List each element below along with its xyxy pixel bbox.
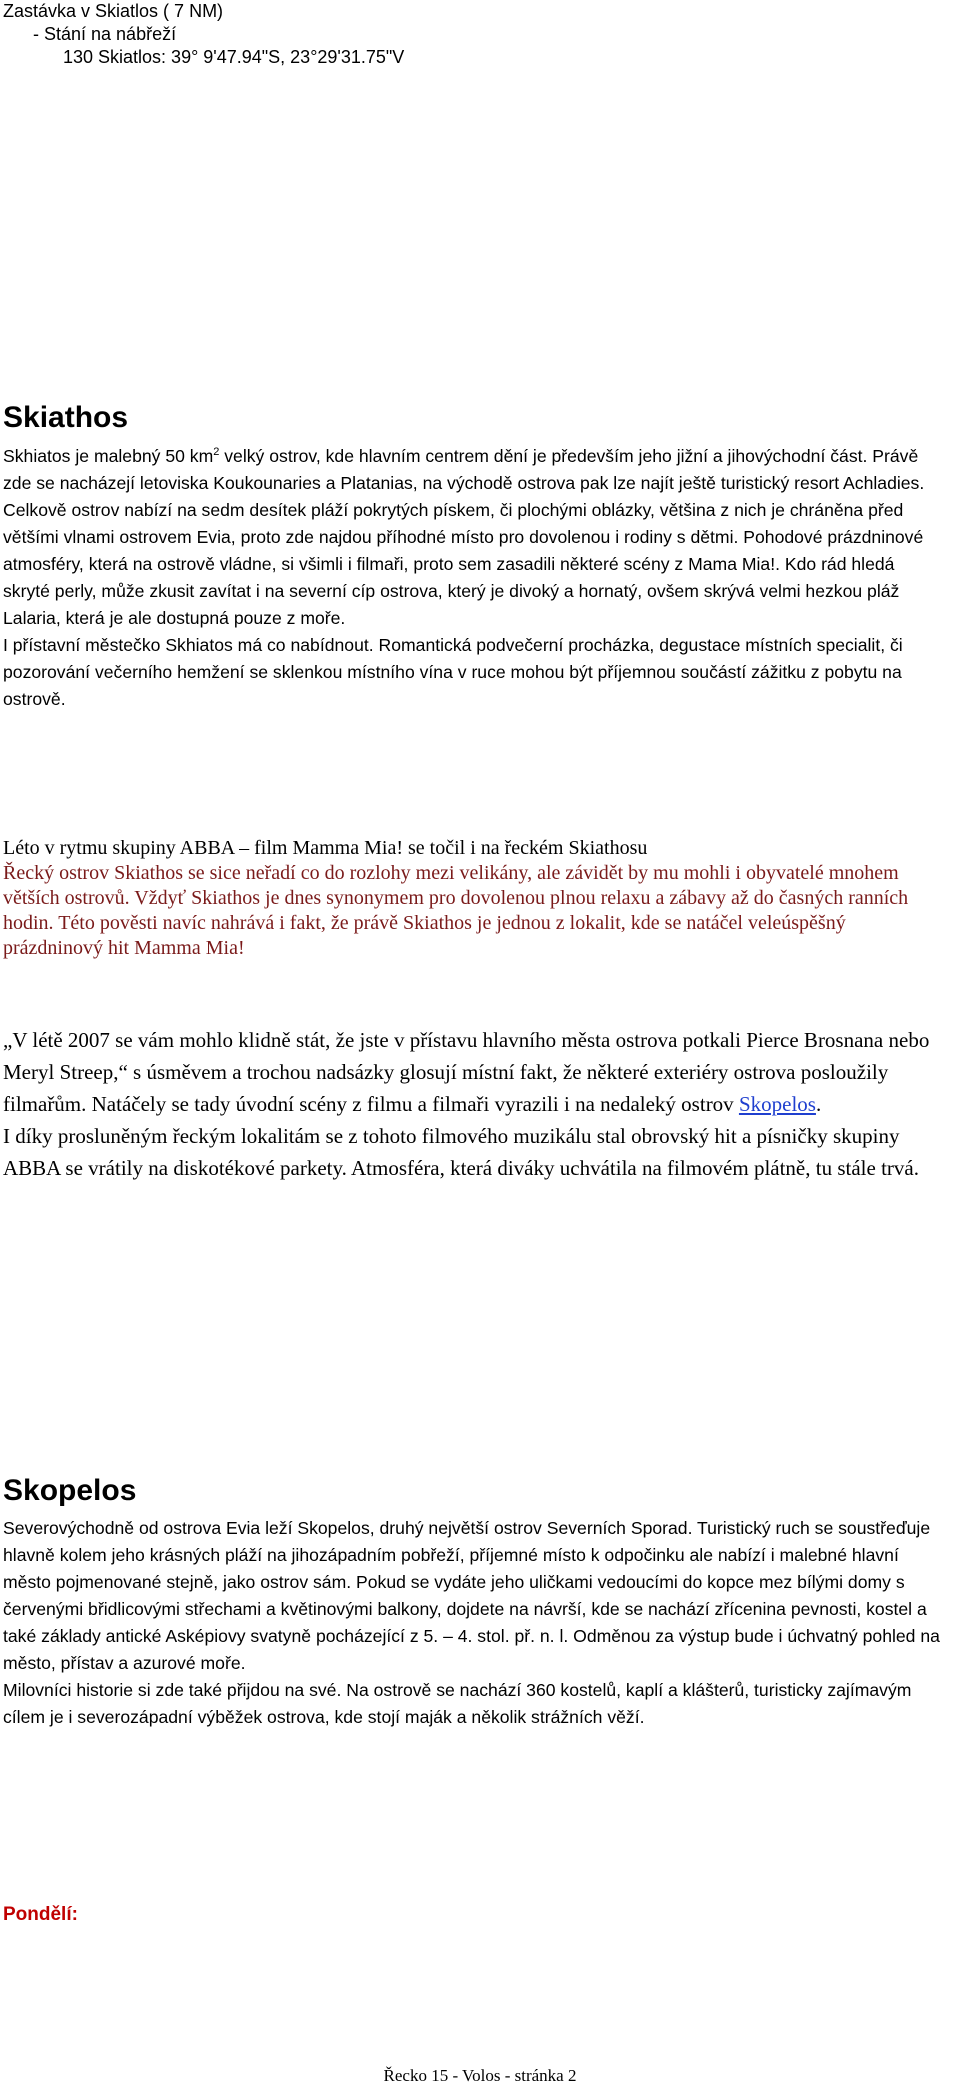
mooring-note: - Stání na nábřeží xyxy=(33,24,177,44)
abba-article xyxy=(3,836,943,961)
coordinates: 130 Skiatlos: 39° 9'47.94"S, 23°29'31.75"V xyxy=(63,47,405,67)
skiathos-paragraph-1: Skhiatos je malebný 50 $km^2$ velký ostrov, kde hlavním centrem dění je především jeho jižní a jihovýchodní část. Právě zde se nacházejí letoviska Koukounaries a Platanias, na východě ostrova pak lze najít ještě turistický resort Achladies. Celkově ostrov nabízí na sedm desítek pláží pokrytých pískem, či plochými oblázky, většina z nich je chráněna před většími vlnami ostrovem Evia, proto zde najdou příhodné místo pro dovolenou i rodiny s dětmi. Pohodové prázdninové atmosféry, která na ostrově vládne, si všimli i filmaři, proto sem zasadili některé scény z Mama Mia!. Kdo rád hledá skryté perly, může zkusit zavítat i na severní cíp ostrova, který je divoký a hornatý, ovšem skrývá velmi hezkou pláž Lalaria, která je ale dostupná pouze z moře. xyxy=(3,446,925,628)
skiathos-description xyxy=(3,443,943,713)
day-heading: Pondělí: xyxy=(3,1904,78,1925)
page-footer: Řecko 15 - Volos - stránka 2 xyxy=(383,2066,577,2085)
abba-quote xyxy=(3,1024,933,1184)
skiathos-paragraph-2: I přístavní městečko Skhiatos má co nabídnout. Romantická podvečerní procházka, degustace místních specialit, či pozorování večerního hemžení se sklenkou místního vína v ruce mohou být příjemnou součástí zážitku z pobytu na ostrově. xyxy=(3,635,903,709)
skopelos-link[interactable]: Skopelos xyxy=(738,1092,816,1116)
skiathos-heading: Skiathos xyxy=(3,401,129,434)
stop-title: Zastávka v Skiatlos ( 7 NM) xyxy=(3,1,224,21)
skopelos-heading: Skopelos xyxy=(3,1474,137,1507)
skopelos-paragraph-2: Milovníci historie si zde také přijdou na své. Na ostrově se nachází 360 kostelů, kaplí a klášterů, turisticky zajímavým cílem je i severozápadní výběžek ostrova, kde stojí maják a několik strážních věží. xyxy=(3,1680,912,1727)
abba-title: Léto v rytmu skupiny ABBA – film Mamma Mia! se točil i na řeckém Skiathosu xyxy=(3,837,648,859)
skopelos-description xyxy=(3,1515,943,1731)
abba-quote-paragraph-2: I díky prosluněným řeckým lokalitám se z tohoto filmového muzikálu stal obrovský hit a písničky skupiny ABBA se vrátily na diskotékové parkety. Atmosféra, která diváky uchvátila na filmovém plátně, tu stále trvá. xyxy=(3,1124,919,1180)
abba-quote-paragraph: „V létě 2007 se vám mohlo klidně stát, že jste v přístavu hlavního města ostrova potkali Pierce Brosnana nebo Meryl Streep,“ s úsměvem a trochou nadsázky glosují místní fakt, že některé exteriéry ostrova posloužily filmařům. Natáčely se tady úvodní scény z filmu a filmaři vyrazili i na nedaleký ostrov Skopelos. xyxy=(3,1028,930,1116)
abba-intro: Řecký ostrov Skiathos se sice neřadí co do rozlohy mezi velikány, ale závidět by mu mohli i obyvatelé mnohem větších ostrovů. Vždyť Skiathos je dnes synonymem pro dovolenou plnou relaxu a zábavy až do časných ranních hodin. Této pověsti navíc nahrává i fakt, že právě Skiathos je jednou z lokalit, kde se natáčel veleúspěšný prázdninový hit Mamma Mia! xyxy=(3,862,909,959)
stop-info-block xyxy=(3,0,404,69)
skopelos-paragraph-1: Severovýchodně od ostrova Evia leží Skopelos, druhý největší ostrov Severních Sporad. Turistický ruch se soustřeďuje hlavně kolem jeho krásných pláží na jihozápadním pobřeží, příjemné místo k odpočinku ale nabízí i malebné hlavní město pojmenované stejně, jako ostrov sám. Pokud se vydáte jeho uličkami vedoucími do kopce mez bílými domy s červenými břidlicovými střechami a květinovými balkony, dojdete na návrší, kde se nachází zřícenina pevnosti, kostel a také základy antické Asképiovy svatyně pocházející z 5. – 4. stol. př. n. l. Odměnou za výstup bude i úchvatný pohled na město, přístav a azurové moře. xyxy=(3,1518,940,1673)
